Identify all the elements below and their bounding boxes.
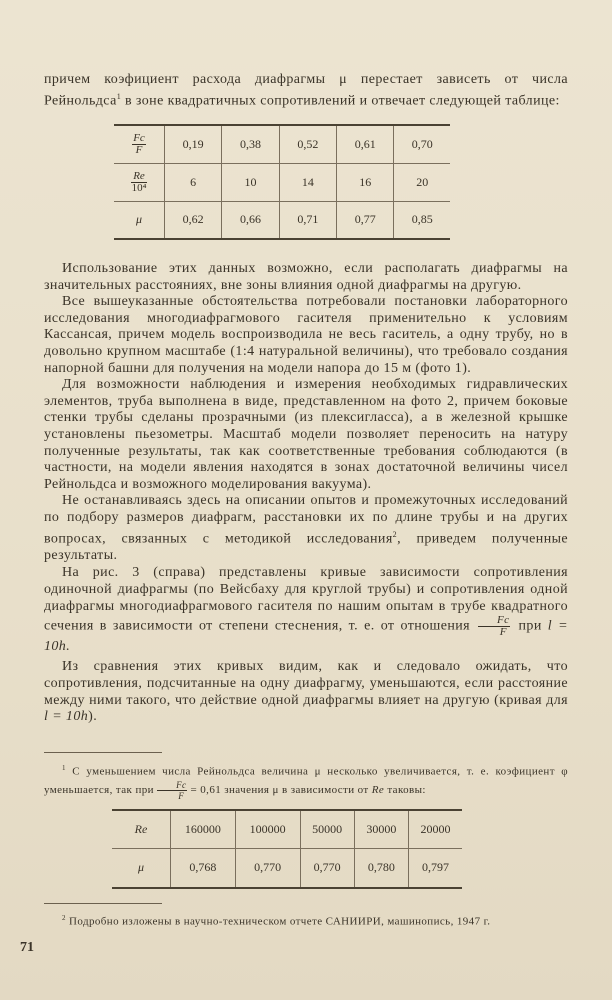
reynolds-table	[112, 809, 462, 889]
intro-line1: причем коэфициент расхода диафрагмы μ перестает зависеть от числа	[44, 72, 568, 87]
table-cell: 50000	[300, 810, 354, 848]
table-cell: 6	[165, 163, 222, 201]
table-row	[112, 810, 462, 848]
table-cell: 0,770	[300, 848, 354, 888]
paragraph: Все вышеуказанные обстоятельства потребовали постановки лабораторного исследования многодиафрагмового гасителя применительно к условиям Кассансая, причем модель воспроизводила не весь гаситель, а одну трубу, но в довольно крупном масштабе (1:4 натуральной величины), что требовало создания напорной башни для получения на модели напора до 15 м (фото 1).	[44, 294, 568, 376]
table-cell: 0,780	[354, 848, 408, 888]
paragraph: Для возможности наблюдения и измерения необходимых гидравлических элементов, труба выполнена в виде, представленном на фото 2, причем боковые стенки трубы сделаны прозрачными (из плексигласса), а в железной крышке установлены пьезометры. Масштаб модели позволяет переносить на натуру полученные результаты, так как соответственные требования соблюдаются (в частности, на модели явления находятся в зонах достаточной величины чисел Рейнольдса и возможного моделирования вакуума).	[44, 377, 568, 492]
footnote-2: $^2$ Подробно изложены в научно-техническом отчете САНИИРИ, машинопись, 1947 г.	[62, 914, 491, 928]
intro-line2b: в зоне квадратичных сопротивлений и отвечает следующей	[121, 93, 502, 109]
table-cell: 0,768	[171, 848, 236, 888]
table-cell: 0,38	[222, 125, 279, 163]
intro-sup: 1	[116, 91, 122, 101]
footnote-1: $^1$ С уменьшением числа Рейнольдса величина μ несколько увеличивается, т. е. коэфициент φ уменьшается, так при $\frac{Fc}{F}$ = 0,61 значения μ в зависимости от Re таковы:	[44, 764, 568, 801]
intro-line3: таблице:	[505, 93, 560, 109]
row-label-fc-ratio: $\frac{Fc}{F}$	[114, 125, 165, 163]
table-cell: 0,19	[165, 125, 222, 163]
table-row	[114, 201, 450, 239]
footnote-separator	[44, 752, 162, 753]
table-cell: 30000	[354, 810, 408, 848]
table-cell: 16	[337, 163, 394, 201]
table-cell: 10	[222, 163, 279, 201]
table-cell: 0,52	[279, 125, 336, 163]
table-cell: 0,71	[279, 201, 336, 239]
table-cell: 0,70	[394, 125, 450, 163]
table-cell: 0,85	[394, 201, 450, 239]
paragraph: На рис. 3 (справа) представлены кривые зависимости сопротивления одиночной диафрагмы (по Вейсбаху для круглой трубы) и сопротивления одной диафрагмы многодиафрагмового гасителя по нашим опытам в трубе квадратного сечения в зависимости от степени стеснения, т. е. от отношения $\frac{Fc}{F}$ при l = 10h.	[44, 565, 569, 655]
table-cell: 14	[279, 163, 336, 201]
coefficient-table	[114, 124, 450, 240]
page-number: 71	[20, 940, 34, 955]
body-text	[44, 261, 568, 726]
table-row	[114, 125, 450, 163]
table-cell: 20	[394, 163, 450, 201]
paragraph: Из сравнения этих кривых видим, как и следовало ожидать, что сопротивления, подсчитанные на одну диафрагму, уменьшаются, если расстояние между ними такого, что действие одной диафрагмы влияет на другую (кривая для l = 10h).	[44, 659, 568, 725]
intro-line2: Рейнольдса	[44, 93, 117, 109]
table-cell: 20000	[409, 810, 462, 848]
table-cell: 0,77	[337, 201, 394, 239]
table-cell: 0,770	[235, 848, 300, 888]
table-row	[114, 163, 450, 201]
footnote-separator	[44, 903, 162, 904]
table-cell: 160000	[171, 810, 236, 848]
row-label-re: Re	[112, 810, 171, 848]
row-label-mu: μ	[112, 848, 171, 888]
table-cell: 100000	[235, 810, 300, 848]
row-label-mu: μ	[114, 201, 165, 239]
intro-text	[44, 72, 568, 110]
table-row	[112, 848, 462, 888]
table-cell: 0,61	[337, 125, 394, 163]
paragraph: Использование этих данных возможно, если располагать диафрагмы на значительных расстояниях, вне зоны влияния одной диафрагмы на другую.	[44, 261, 568, 293]
row-label-re-ratio: $\frac{Re}{\text{10⁴}}$	[114, 163, 165, 201]
table-cell: 0,62	[165, 201, 222, 239]
table-cell: 0,797	[409, 848, 462, 888]
table-cell: 0,66	[222, 201, 279, 239]
paragraph: Не останавливаясь здесь на описании опытов и промежуточных исследований по подбору размеров диафрагм, расстановки их по длине трубы и на других вопросах, связанных с методикой исследования$^2$, приведем полученные результаты.	[44, 493, 568, 563]
